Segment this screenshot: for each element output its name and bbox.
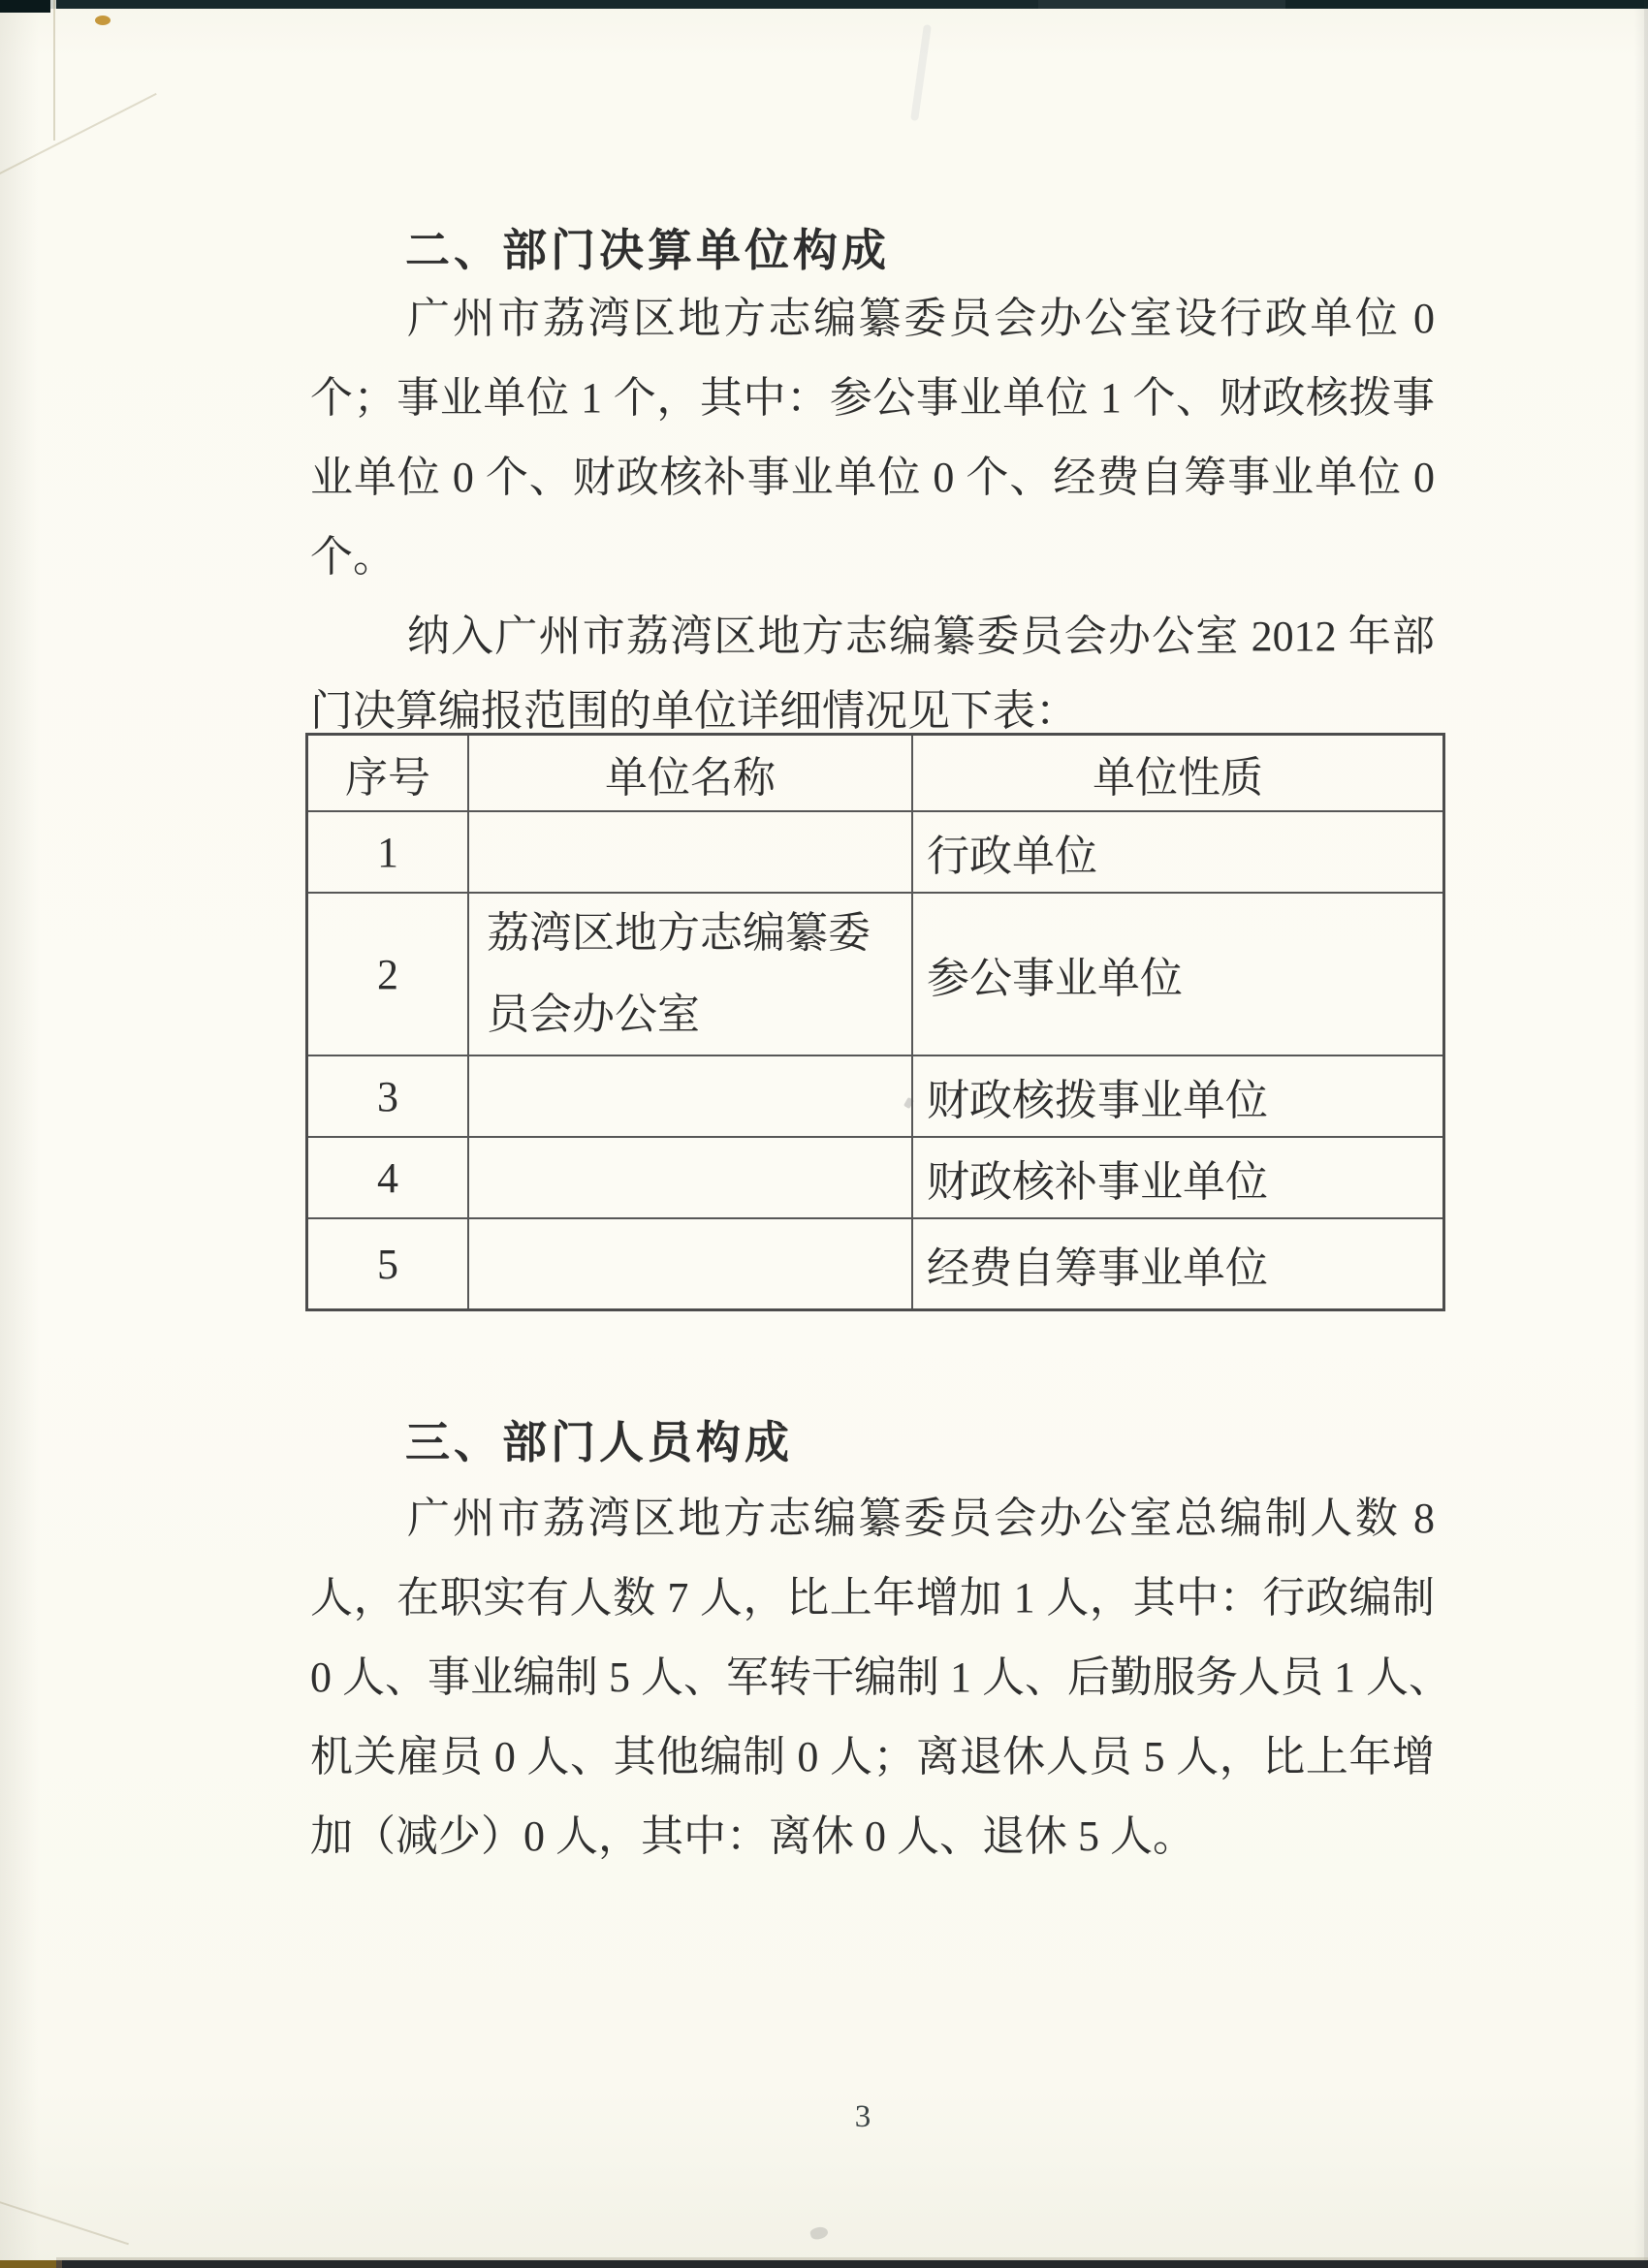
text-line: 人，在职实有人数 7 人，比上年增加 1 人，其中：行政编制: [310, 1574, 1435, 1622]
cell-unit-name: [469, 1056, 913, 1138]
scan-artifact-fleck: [809, 2225, 829, 2241]
scan-artifact-smudge: [910, 24, 932, 121]
scan-artifact-crease: [53, 0, 55, 141]
text-line: 门决算编报范围的单位详细情况见下表：: [310, 687, 1078, 735]
scan-artifact-right-edge: [1644, 0, 1648, 2268]
text-line: 广州市荔湾区地方志编纂委员会办公室总编制人数 8: [407, 1495, 1435, 1542]
section-heading-unit-composition: 二、部门决算单位构成: [405, 226, 890, 275]
text-line: 个；事业单位 1 个，其中：参公事业单位 1 个、财政核拨事: [310, 374, 1435, 422]
cell-unit-name: [469, 1138, 913, 1219]
text-line: 机关雇员 0 人、其他编制 0 人；离退休人员 5 人，比上年增: [310, 1733, 1435, 1780]
cell-unit-name: 荔湾区地方志编纂委员会办公室: [469, 894, 913, 1056]
cell-index: 5: [308, 1219, 469, 1308]
text-line: 个。: [310, 533, 396, 581]
cell-unit-type: 财政核补事业单位: [913, 1138, 1442, 1219]
col-header-unit-type: 单位性质: [913, 736, 1442, 812]
cell-unit-name: [469, 812, 913, 894]
text-line: 纳入广州市荔湾区地方志编纂委员会办公室 2012 年部: [407, 613, 1435, 660]
page-number: 3: [854, 2099, 872, 2134]
text-line: 0 人、事业编制 5 人、军转干编制 1 人、后勤服务人员 1 人、: [310, 1654, 1451, 1701]
section-heading-personnel: 三、部门人员构成: [405, 1418, 793, 1467]
cell-index: 4: [308, 1138, 469, 1219]
scan-artifact-crease: [0, 2198, 129, 2245]
cell-index: 3: [308, 1056, 469, 1138]
cell-unit-type: 行政单位: [913, 812, 1442, 894]
scan-artifact-bottom-edge: [0, 2260, 1648, 2268]
col-header-index: 序号: [308, 736, 469, 812]
cell-unit-type: 经费自筹事业单位: [927, 1244, 1268, 1292]
scan-artifact-top-left-edge: [0, 0, 50, 13]
cell-unit-name: [469, 1219, 913, 1308]
cell-unit-type: 参公事业单位: [913, 894, 1442, 1056]
text-line: 加（减少）0 人，其中：离休 0 人、退休 5 人。: [310, 1812, 1195, 1860]
scan-artifact-stain: [95, 16, 111, 25]
scan-artifact-crease: [0, 93, 157, 178]
cell-unit-type: 财政核拨事业单位: [913, 1056, 1442, 1138]
col-header-unit-name: 单位名称: [469, 736, 913, 812]
cell-index: 1: [308, 812, 469, 894]
unit-table: [305, 733, 1445, 1311]
text-line: 广州市荔湾区地方志编纂委员会办公室设行政单位 0: [407, 295, 1435, 342]
scan-artifact-top-edge: [0, 0, 1648, 9]
cell-index: 2: [308, 894, 469, 1056]
text-line: 业单位 0 个、财政核补事业单位 0 个、经费自筹事业单位 0: [310, 454, 1435, 501]
